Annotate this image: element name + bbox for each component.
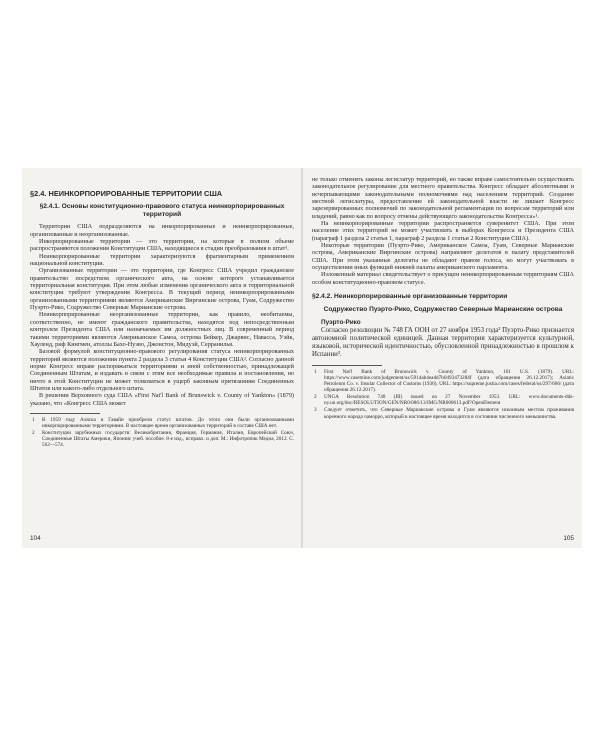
paragraph: Территории США подразделяются на инкорпорированные и неинкорпорированные, организованные и неорганизованные.: [30, 223, 294, 238]
footnote-text: Следует отметить, что Северные Марианские острова и Гуам являются исконным местом проживания коренного народа чаморро, который в настоящее время находится в состоянии численного меньшинства.: [324, 407, 574, 420]
footnote: [312, 394, 574, 406]
footnote: [312, 407, 574, 419]
paragraph: Изложенный материал свидетельствует о присущем неинкорпорированным территориям США особом конституционно-правовом статусе.: [312, 271, 574, 286]
footnote-text: Конституции зарубежных государств: Великобритания, Франция, Германия, Италия, Европейский Союз, Соединенные Штаты Америки, Япония: учеб. пособие. 8-е изд., исправл. и доп. М.: Инфотропик Медиа, 2012. С. 562—574.: [42, 430, 294, 449]
footnote-number: 2: [314, 394, 317, 401]
footnote-number: 3: [314, 407, 317, 414]
footnote-number: 2: [32, 430, 35, 437]
paragraph: В решении Верховного суда США «First Nat'l Bank of Brunswick v. County of Yankton» (1879) указано, что «Конгресс США может: [30, 392, 294, 407]
paragraph: Согласно резолюции № 748 ГА ООН от 27 ноября 1953 года² Пуэрто-Рико признается автономной политической единицей. Данная территория характеризуется культурной, языковой, исторической идентичностью, обусловленной принадлежностью в прошлом к Испании³.: [312, 326, 574, 358]
page-number-left: 104: [30, 535, 41, 542]
footnote: [30, 430, 294, 448]
paragraph: Неинкорпорированные территории характеризуются фрагментарным применением национальной конституции.: [30, 252, 294, 268]
footnote-number: 1: [32, 416, 35, 423]
left-page: [30, 176, 294, 448]
paragraph: Базовой формулой конституционно-правового регулирования статуса неинкорпорированных территорий являются положения пункта 2 раздела 3 статьи 4 Конституции США². Согласно данной норме Конгресс вправе распоряжаться территориями и иной собственностью, принадлежащей Соединенным Штатам, и издавать в связи с этим все необходимые правила и постановления, но ничто в этой Конституции не может толковаться в ущерб законным притязаниям Соединенных Штатов или какого-либо отдельного штата.: [30, 348, 294, 392]
paragraph: не только отменить законы легислатур территорий, но также вправе самостоятельно осуществлять законодательное регулирование для местного правительства. Конгресс обладает абсолютными и исчерпывающими законодательными полномочиями над населением территорий. Создание местной легислатуры, предоставление ей законодательной власти не лишает Конгресс зарезервированных полномочий по законодательной регламентации по вопросам территорий или владений, равно как по вопросу отмены действующего законодательства Конгресса»¹.: [312, 176, 574, 220]
paragraph: Организованные территории — это территории, где Конгресс США учредил гражданское правительство посредством органического акта, на основе которого устанавливается территориальная конституция. При этом любые изменения органического акта и территориальной конституции требуют утверждения Конгресса. В текущий период неинкорпорированными организованными территориями являются Американские Виргинские острова, Гуам, Содружество Пуэрто-Рико, Содружество Северные Марианские острова.: [30, 267, 294, 312]
subheading: Пуэрто-Рико: [321, 318, 361, 326]
paragraph: Неинкорпорированные неорганизованные территории, как правило, необитаемы, соответственно, не имеют гражданского правительства, находятся под непосредственным контролем Президента США или назначаемых им должностных лиц. В современный период такими территориями являются Американское Самоа, острова Бейкер, Джарвис, Навасса, Уэйк, Хауленд, риф Кингмен, атоллы Бахо-Нуэво, Джонстон, Мидуэй, Серранилья.: [30, 311, 294, 348]
paragraph: На неинкорпорированные территории распространяется суверенитет США. При этом население этих территорий не может участвовать в выборах Конгресса и Президента США (параграф 1 раздела 2 статьи 1, параграф 2 раздела 1 статьи 2 Конституции США).: [312, 220, 574, 242]
footnote-text: First Nat'l Bank of Brunswick v. County of Yankton, 101 U.S. (1879). URL: https://www.casemine.com/judgement/us/5914ab4eadd7b0493473284f (дата обращения 26.12.2017); Asiatic Petroleum Co. v. Insular Collector of Customs (1936). URL: https://supreme.justia.com/cases/federal/us/297/666/ (дата обращения 26.12.2017).: [324, 368, 574, 394]
chapter-title: §2.4. НЕИНКОРПОРИРОВАННЫЕ ТЕРРИТОРИИ США: [30, 189, 223, 198]
footnote: [30, 417, 294, 429]
footnote-rule: [312, 365, 382, 366]
paragraph: Некоторые территории (Пуэрто-Рико, Американское Самоа, Гуам, Северные Марианские острова, Американские Виргинские острова) направляют делегатов в палату представителей США. При этом указанные делегаты не обладают правом голоса, но могут участвовать в осуществлении иных функций нижней палаты американского парламента.: [312, 242, 574, 272]
book-spread: [22, 168, 582, 548]
subsection-title: Содружество Пуэрто-Рико, Содружество Северные Марианские острова: [323, 305, 563, 313]
footnote-text: UNGA Resolution 748 (III) issued on 27 November 1953. URL: www.documents-dds-ny.un.org/doc/RESOLUTION/GEN/NR0/086/13/IMG/NR008613.pdf?OpenElement: [324, 394, 574, 407]
footnote-number: 1: [314, 368, 317, 375]
footnote-rule: [30, 413, 100, 414]
book-gutter: [301, 168, 303, 548]
footnote-text: В 1959 году Аляска и Гавайи приобрели статус штатов. До этого они были организованными инкорпорированными территориями. В настоящее время организованных территорий в составе США нет.: [42, 416, 294, 430]
footnote: [312, 369, 574, 393]
right-page: [312, 176, 574, 420]
section-title: §2.4.2. Неинкорпорированные организованные территории: [312, 293, 508, 301]
page-number-right: 105: [563, 535, 574, 542]
paragraph: Инкорпорированные территории — это территории, на которые в полном объеме распространяются положения Конституции США, находящиеся в стадии преобразования в штат¹.: [30, 238, 294, 253]
section-title: §2.4.1. Основы конституционно-правового статуса неинкорпорированных территорий: [39, 203, 285, 219]
